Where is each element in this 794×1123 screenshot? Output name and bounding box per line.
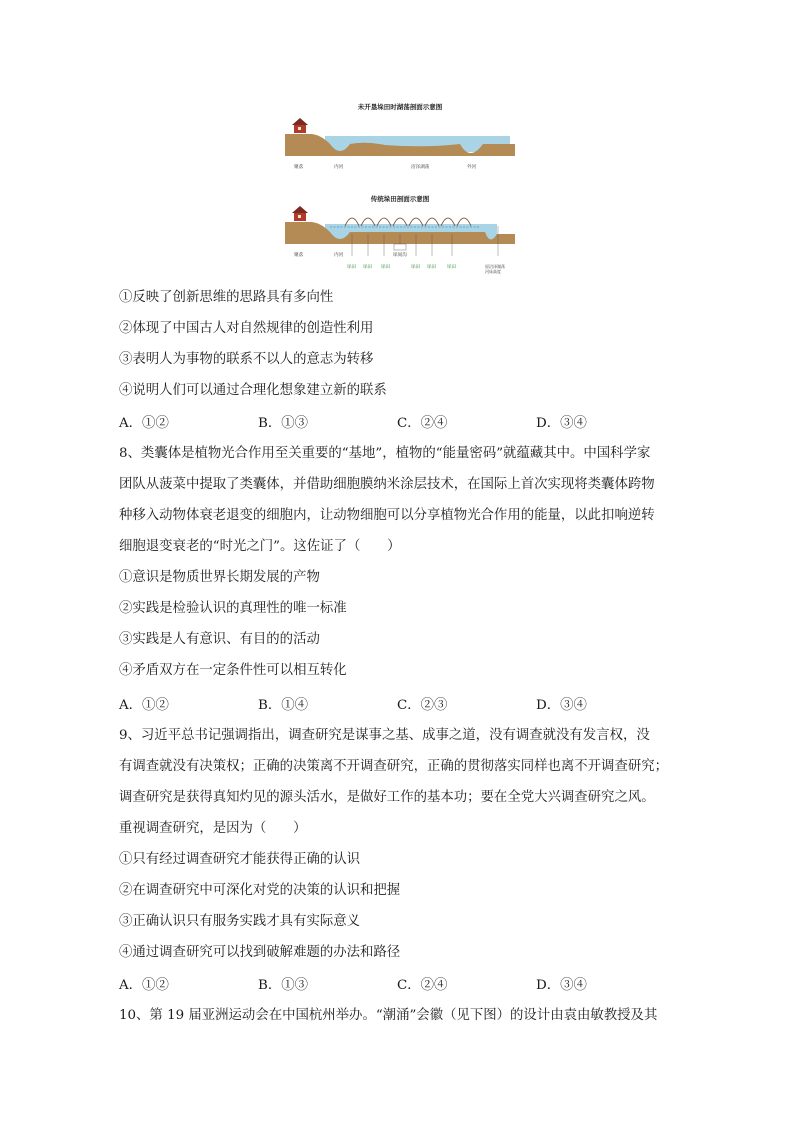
figure1-label-marsh-lake: 沼泽湖荡 [411,165,430,170]
figure2-field-label: 垛田 [447,265,457,270]
q8-stem-line-2: 团队从菠菜中提取了类囊体，并借助细胞膜纳米涂层技术，在国际上首次实现将类囊体跨物 [119,477,655,492]
q7-statement-2: ②体现了中国古人对自然规律的创造性利用 [119,321,374,336]
figure-undeveloped-lake-profile [285,96,515,176]
q9-stem-line-1: 9、习近平总书记强调指出，调查研究是谋事之基、成事之道，没有调查就没有发言权，没 [119,728,650,743]
figure2-title: 传统垛田剖面示意图 [370,195,430,203]
figure2-label-ditch: 垛间沟 [393,253,407,258]
figure2-field-label: 垛田 [427,265,437,270]
q8-option-c[interactable]: C．②③ [397,698,448,713]
q7-statement-3: ③表明人为事物的联系不以人的意志为转移 [119,352,374,367]
q8-stem-line-1: 8、类囊体是植物光合作用至关重要的“基地”，植物的“能量密码”就蕴藏其中。中国科学家 [119,446,651,461]
q8-option-d[interactable]: D．③④ [536,698,587,713]
q9-option-a[interactable]: A．①② [119,978,169,993]
figure1-label-outer-river: 外河 [467,165,477,170]
figure1-diagram [285,114,515,164]
figure2-field-label: 垛田 [381,265,391,270]
figure-traditional-duotian-profile [285,190,515,282]
q9-stem-line-4: 重视调查研究，是因为（ ） [119,821,307,836]
figure2-label-settlement: 聚落 [294,253,304,258]
q8-stem-line-3: 种移入动物体衰老退变的细胞内，让动物细胞可以分享植物光合作用的能量，以此扣响逆转 [119,508,655,523]
q8-statement-2: ②实践是检验认识的真理性的唯一标准 [119,601,347,616]
q9-option-d[interactable]: D．③④ [536,978,587,993]
figure2-field-label: 垛田 [363,265,373,270]
q9-statement-1: ①只有经过调查研究才能获得正确的认识 [119,852,361,867]
q9-stem-line-2: 有调查就没有决策权；正确的决策离不开调查研究，正确的贯彻落实同样也离不开调查研究； [119,759,669,774]
figure2-label-inner-river: 内河 [334,253,344,258]
figure1-title: 未开垦垛田时湖荡剖面示意图 [357,103,443,111]
q8-stem-line-4: 细胞退变衰老的“时光之门”。这佐证了（ ） [119,539,401,554]
q7-option-d[interactable]: D．③④ [536,416,587,431]
figure1-label-settlement: 聚落 [294,165,304,170]
figure2-side-note: 河床高度 [485,269,501,274]
figure2-side-note: 原沼泽湖荡 [485,264,505,269]
q8-statement-4: ④矛盾双方在一定条件性可以相互转化 [119,663,347,678]
q8-option-a[interactable]: A．①② [119,698,169,713]
q7-statement-4: ④说明人们可以通过合理化想象建立新的联系 [119,383,387,398]
house-icon [292,118,308,133]
q8-option-b[interactable]: B．①④ [258,698,309,713]
q7-option-c[interactable]: C．②④ [397,416,448,431]
q7-option-a[interactable]: A．①② [119,416,169,431]
figure2-field-label: 垛田 [347,265,357,270]
figure1-label-inner-river: 内河 [334,165,344,170]
q7-option-b[interactable]: B．①③ [258,416,309,431]
q9-option-c[interactable]: C．②④ [397,978,448,993]
figure2-field-label: 垛田 [411,265,421,270]
q9-stem-line-3: 调查研究是获得真知灼见的源头活水，是做好工作的基本功；要在全党大兴调查研究之风。 [119,790,655,805]
q9-statement-4: ④通过调查研究可以找到破解难题的办法和路径 [119,945,401,960]
q8-statement-3: ③实践是人有意识、有目的的活动 [119,632,320,647]
q9-option-b[interactable]: B．①③ [258,978,309,993]
q9-statement-3: ③正确认识只有服务实践才具有实际意义 [119,914,361,929]
house-icon [292,206,308,221]
q9-statement-2: ②在调查研究中可深化对党的决策的认识和把握 [119,883,401,898]
q10-stem-line-1: 10、第 19 届亚洲运动会在中国杭州举办。“潮涌”会徽（见下图）的设计由袁由敏教授及其 [119,1008,658,1023]
q7-statement-1: ①反映了创新思维的思路具有多向性 [119,290,334,305]
q8-statement-1: ①意识是物质世界长期发展的产物 [119,570,320,585]
